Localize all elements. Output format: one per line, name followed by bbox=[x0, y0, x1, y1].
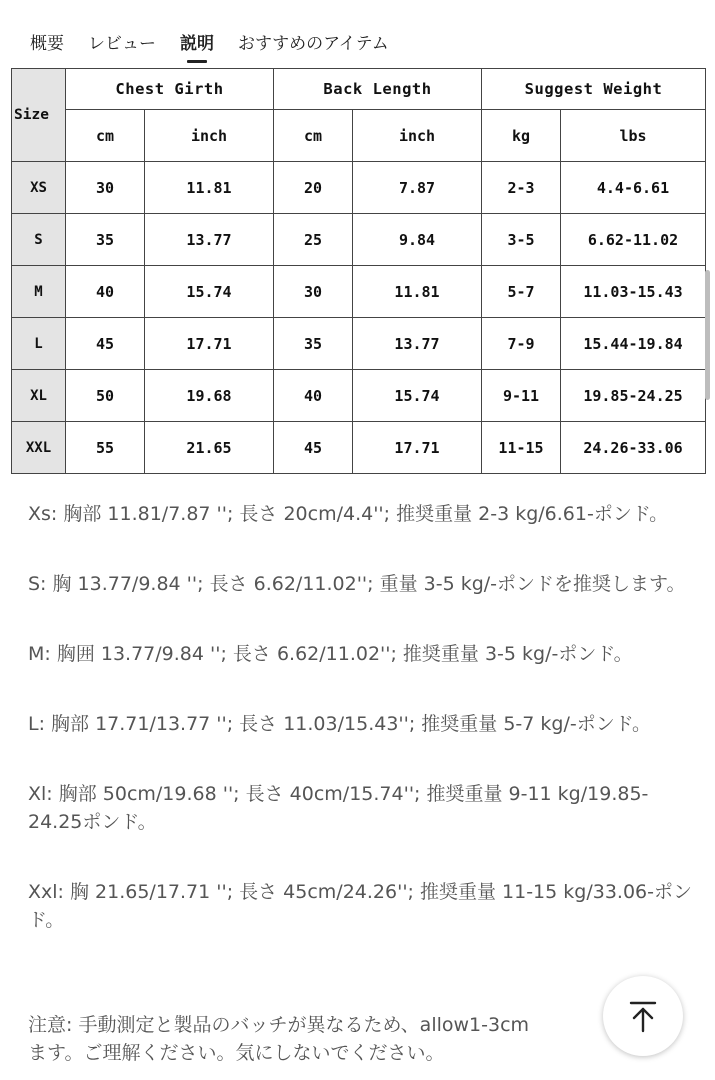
table-cell: 7.87 bbox=[353, 162, 482, 214]
table-cell: 9-11 bbox=[482, 370, 561, 422]
table-cell: 24.26-33.06 bbox=[561, 422, 706, 474]
table-row bbox=[12, 318, 706, 370]
table-cell: 13.77 bbox=[145, 214, 274, 266]
table-cell: 7-9 bbox=[482, 318, 561, 370]
table-cell: 19.68 bbox=[145, 370, 274, 422]
back-length-header: Back Length bbox=[274, 69, 482, 110]
tab-description[interactable] bbox=[180, 29, 214, 54]
table-row bbox=[12, 370, 706, 422]
unit-header: inch bbox=[353, 110, 482, 162]
table-cell: 50 bbox=[66, 370, 145, 422]
tab-description-label: 説明 bbox=[180, 34, 214, 54]
table-cell: 25 bbox=[274, 214, 353, 266]
table-cell: 4.4-6.61 bbox=[561, 162, 706, 214]
size-label: XXL bbox=[12, 422, 66, 474]
table-cell: 17.71 bbox=[353, 422, 482, 474]
description-paragraph: S: 胸 13.77/9.84 ''; 長さ 6.62/11.02''; 重量 3-5 kg/-ポンドを推奨します。 bbox=[28, 573, 686, 595]
size-label: XL bbox=[12, 370, 66, 422]
table-cell: 40 bbox=[66, 266, 145, 318]
unit-header: cm bbox=[274, 110, 353, 162]
table-cell: 20 bbox=[274, 162, 353, 214]
table-cell: 13.77 bbox=[353, 318, 482, 370]
note-paragraph bbox=[28, 1011, 588, 1067]
table-row bbox=[12, 214, 706, 266]
table-cell: 35 bbox=[66, 214, 145, 266]
table-row bbox=[12, 422, 706, 474]
tab-recommended-items[interactable] bbox=[238, 29, 389, 54]
table-row bbox=[12, 266, 706, 318]
table-cell: 19.85-24.25 bbox=[561, 370, 706, 422]
table-cell: 15.44-19.84 bbox=[561, 318, 706, 370]
note-line-2: ます。ご理解ください。気にしないでください。 bbox=[28, 1042, 445, 1064]
unit-header: lbs bbox=[561, 110, 706, 162]
size-label: S bbox=[12, 214, 66, 266]
size-header: Size bbox=[12, 69, 66, 162]
table-cell: 45 bbox=[66, 318, 145, 370]
table-cell: 6.62-11.02 bbox=[561, 214, 706, 266]
suggest-weight-header: Suggest Weight bbox=[482, 69, 706, 110]
size-label: M bbox=[12, 266, 66, 318]
scrollbar-thumb[interactable] bbox=[705, 270, 710, 400]
table-cell: 11.03-15.43 bbox=[561, 266, 706, 318]
table-cell: 15.74 bbox=[353, 370, 482, 422]
description-paragraph: Xs: 胸部 11.81/7.87 ''; 長さ 20cm/4.4''; 推奨重量 2-3 kg/6.61-ポンド。 bbox=[28, 503, 669, 525]
back-to-top-button[interactable] bbox=[603, 976, 683, 1056]
unit-header: inch bbox=[145, 110, 274, 162]
arrow-up-to-top-icon bbox=[625, 998, 661, 1034]
tab-reviews-label: レビュー bbox=[88, 34, 156, 54]
description-paragraph: M: 胸囲 13.77/9.84 ''; 長さ 6.62/11.02''; 推奨重量 3-5 kg/-ポンド。 bbox=[28, 643, 633, 665]
size-label: L bbox=[12, 318, 66, 370]
description-paragraph: Xxl: 胸 21.65/17.71 ''; 長さ 45cm/24.26''; 推奨重量 11-15 kg/33.06-ポンド。 bbox=[28, 881, 692, 931]
table-cell: 30 bbox=[274, 266, 353, 318]
table-cell: 17.71 bbox=[145, 318, 274, 370]
tab-bar bbox=[0, 0, 715, 62]
tab-recommended-label: おすすめのアイテム bbox=[238, 34, 389, 54]
table-cell: 35 bbox=[274, 318, 353, 370]
table-cell: 11-15 bbox=[482, 422, 561, 474]
table-cell: 55 bbox=[66, 422, 145, 474]
table-cell: 11.81 bbox=[145, 162, 274, 214]
table-cell: 45 bbox=[274, 422, 353, 474]
table-row bbox=[12, 162, 706, 214]
description-paragraph: L: 胸部 17.71/13.77 ''; 長さ 11.03/15.43''; 推奨重量 5-7 kg/-ポンド。 bbox=[28, 713, 652, 735]
note-line-1: 注意: 手動測定と製品のバッチが異なるため、allow1-3cm bbox=[28, 1014, 530, 1036]
table-cell: 5-7 bbox=[482, 266, 561, 318]
size-chart-table bbox=[11, 68, 706, 474]
table-cell: 15.74 bbox=[145, 266, 274, 318]
table-cell: 3-5 bbox=[482, 214, 561, 266]
table-cell: 21.65 bbox=[145, 422, 274, 474]
table-cell: 2-3 bbox=[482, 162, 561, 214]
active-tab-indicator bbox=[187, 60, 207, 63]
table-cell: 11.81 bbox=[353, 266, 482, 318]
tab-overview-label: 概要 bbox=[30, 34, 64, 54]
description-paragraph: Xl: 胸部 50cm/19.68 ''; 長さ 40cm/15.74''; 推奨重量 9-11 kg/19.85-24.25ポンド。 bbox=[28, 783, 649, 833]
tab-reviews[interactable] bbox=[88, 29, 156, 54]
table-cell: 9.84 bbox=[353, 214, 482, 266]
size-label: XS bbox=[12, 162, 66, 214]
table-cell: 40 bbox=[274, 370, 353, 422]
unit-header: cm bbox=[66, 110, 145, 162]
tab-overview[interactable] bbox=[30, 29, 64, 54]
chest-girth-header: Chest Girth bbox=[66, 69, 274, 110]
description-text bbox=[28, 500, 698, 1064]
unit-header: kg bbox=[482, 110, 561, 162]
table-cell: 30 bbox=[66, 162, 145, 214]
